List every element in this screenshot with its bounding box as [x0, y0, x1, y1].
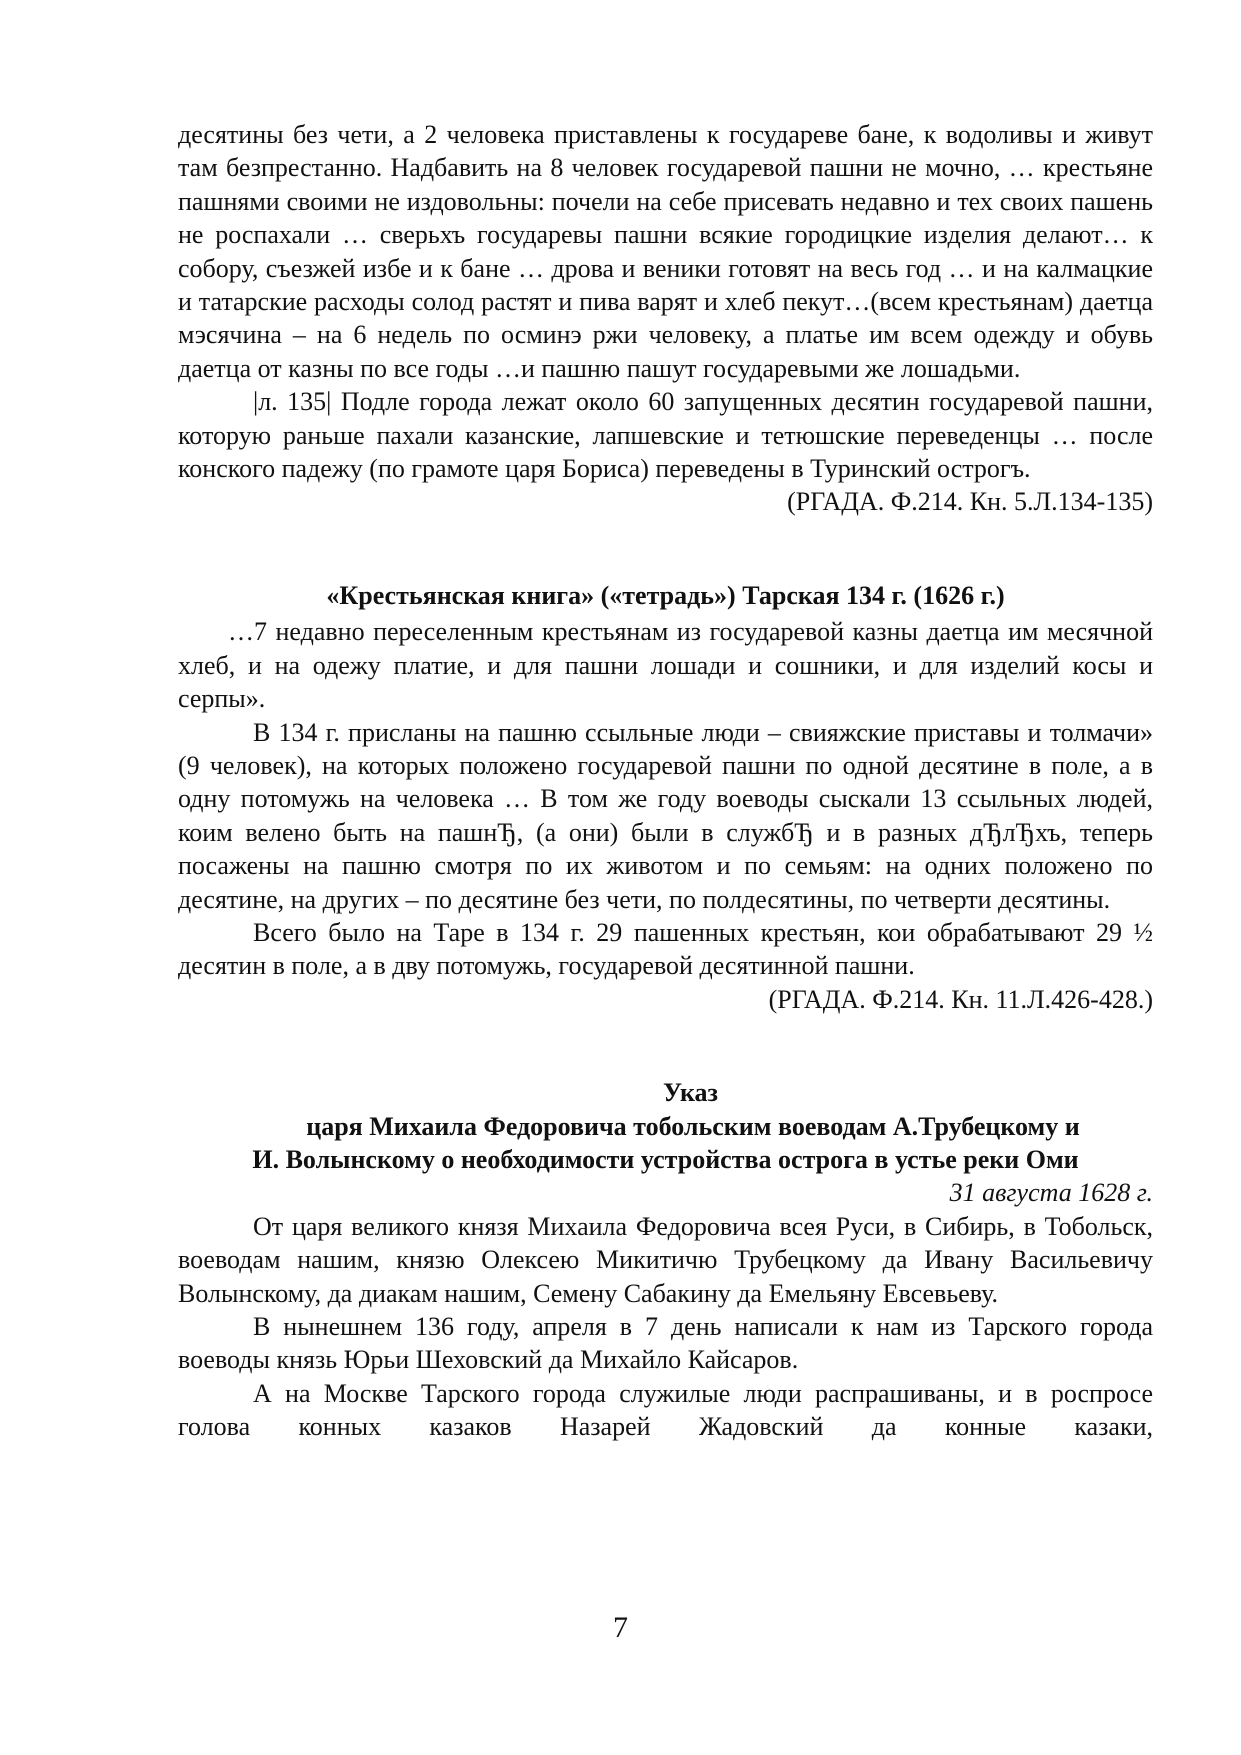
decree-title-line-2: царя Михаила Федоровича тобольским воеводам А.Трубецкому и	[306, 1111, 1080, 1141]
decree-title: Указ	[663, 1078, 718, 1108]
decree-date: 31 августа 1628 г.	[949, 1178, 1153, 1208]
paragraph-s2-2: В 134 г. присланы на пашню ссыльные люди – свияжские приставы и толмачи» (9 человек), на которых положено государевой пашни по одной десятине в поле, а в одну потомужь на человека … В том же году воеводы сыскали 13 ссыльных людей, коим велено быть на пашнЂ, (а они) были в службЂ и в разных дЂлЂхъ, теперь посажены на пашню смотря по их животом и по семьям: на одних положено по десятине, на других – по десятине без чети, по полдесятины, по четверти десятины.	[178, 717, 1153, 914]
paragraph-s2-3: Всего было на Таре в 134 г. 29 пашенных крестьян, кои обрабатывают 29 ½ десятин в поле, а в дву потомужь, государевой десятинной пашни.	[178, 917, 1153, 981]
paragraph-s3-1: От царя великого князя Михаила Федоровича всея Руси, в Сибирь, в Тобольск, воеводам нашим, князю Олексею Микитичю Трубецкому да Ивану Васильевичу Волынскому, да диакам нашим, Семену Сабакину да Емельяну Евсевьеву.	[178, 1211, 1153, 1308]
document-page	[178, 118, 1153, 1444]
source-citation-1: (РГАДА. Ф.214. Кн. 5.Л.134-135)	[787, 487, 1153, 517]
page-number: 7	[613, 1611, 628, 1644]
section-title-peasant-book: «Крестьянская книга» («тетрадь») Тарская 134 г. (1626 г.)	[326, 580, 1005, 610]
decree-title-line-3: И. Волынскому о необходимости устройства острога в устье реки Оми	[252, 1144, 1079, 1174]
paragraph-s3-2: В нынешнем 136 году, апреля в 7 день написали к нам из Тарского города воеводы князь Юрьи Шеховский да Михайло Кайсаров.	[178, 1312, 1153, 1375]
paragraph-s2-1: …7 недавно переселенным крестьянам из государевой казны даетца им месячной хлеб, и на одежу платие, и для пашни лошади и сошники, и для изделий косы и серпы».	[178, 617, 1153, 714]
paragraph-s1-1: десятины без чети, а 2 человека приставлены к государеве бане, к водоливы и живут там безпрестанно. Надбавить на 8 человек государевой пашни не мочно, … крестьяне пашнями своими не издовольны: почели на себе присевать недавно и тех своих пашень не роспахали … сверьхъ государевы пашни всякие городицкие изделия делают… к собору, съезжей избе и к бане … дрова и веники готовят на весь год … и на калмацкие и татарские расходы солод растят и пива варят и хлеб пекут…(всем крестьянам) даетца мэсячина – на 6 недель по осминэ ржи человеку, а платье им всем одежду и обувь даетца от казны по все годы …и пашню пашут государевыми же лошадьми.	[178, 120, 1153, 383]
paragraph-s3-3: А на Москве Тарского города служилые люди распрашиваны, и в роспросе голова конных казаков Назарей Жадовский да конные казаки,	[178, 1378, 1153, 1442]
source-citation-2: (РГАДА. Ф.214. Кн. 11.Л.426-428.)	[768, 984, 1153, 1014]
paragraph-s1-2: |л. 135| Подле города лежат около 60 запущенных десятин государевой пашни, которую раньше пахали казанские, лапшевские и тетюшские переведенцы … после конского падежу (по грамоте царя Бориса) переведены в Туринский острогъ.	[178, 387, 1153, 484]
